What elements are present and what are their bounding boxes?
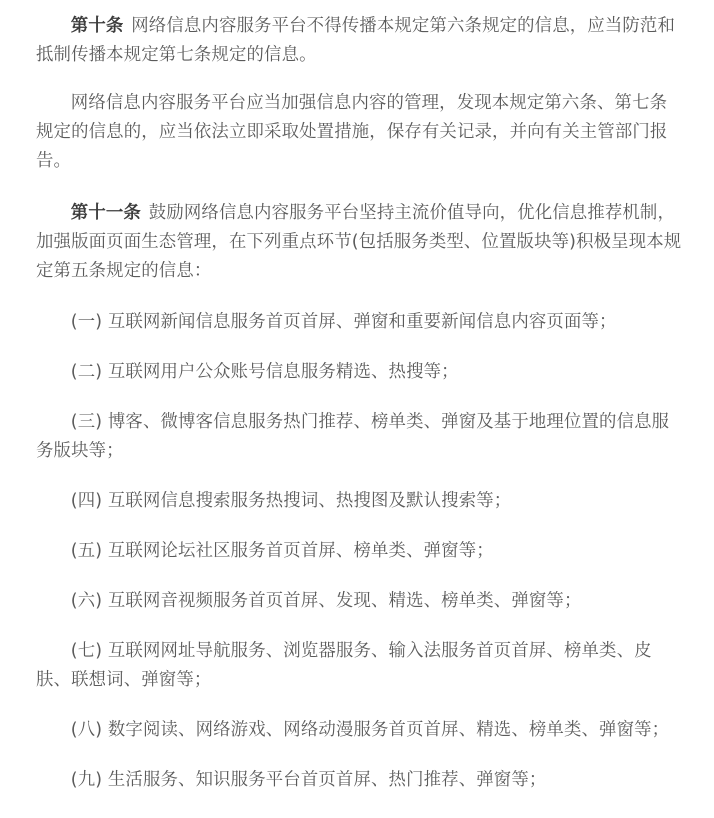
list-item: (二) 互联网用户公众账号信息服务精选、热搜等；: [70, 362, 459, 382]
article-10-text: 网络信息内容服务平台不得传播本规定第六条规定的信息，应当防范和抵制传播本规定第七条规定的信息。: [36, 16, 676, 65]
article-11-label: 第十一条: [70, 203, 141, 223]
regulation-document: [36, 12, 682, 816]
article-10-paragraph: [36, 12, 682, 70]
article-11-paragraph: [36, 199, 682, 286]
article-10-label: 第十条: [70, 16, 124, 36]
list-item: (七) 互联网网址导航服务、浏览器服务、输入法服务首页首屏、榜单类、皮肤、联想词、弹窗等；: [36, 641, 652, 690]
list-item: (一) 互联网新闻信息服务首页首屏、弹窗和重要新闻信息内容页面等；: [70, 312, 617, 332]
list-item: (四) 互联网信息搜索服务热搜词、热搜图及默认搜索等；: [70, 491, 512, 511]
list-item: (三) 博客、微博客信息服务热门推荐、榜单类、弹窗及基于地理位置的信息服务版块等；: [36, 412, 670, 461]
list-item: (八) 数字阅读、网络游戏、网络动漫服务首页首屏、精选、榜单类、弹窗等；: [70, 720, 670, 740]
list-item: (五) 互联网论坛社区服务首页首屏、榜单类、弹窗等；: [70, 541, 494, 561]
article-11-text: 鼓励网络信息内容服务平台坚持主流价值导向，优化信息推荐机制，加强版面页面生态管理，在下列重点环节(包括服务类型、位置版块等)积极呈现本规定第五条规定的信息：: [36, 203, 682, 281]
list-item: (九) 生活服务、知识服务平台首页首屏、热门推荐、弹窗等；: [70, 770, 547, 790]
list-item: (六) 互联网音视频服务首页首屏、发现、精选、榜单类、弹窗等；: [70, 591, 582, 611]
article-10-paragraph-2: 网络信息内容服务平台应当加强信息内容的管理，发现本规定第六条、第七条规定的信息的，应当依法立即采取处置措施，保存有关记录，并向有关主管部门报告。: [36, 93, 668, 171]
